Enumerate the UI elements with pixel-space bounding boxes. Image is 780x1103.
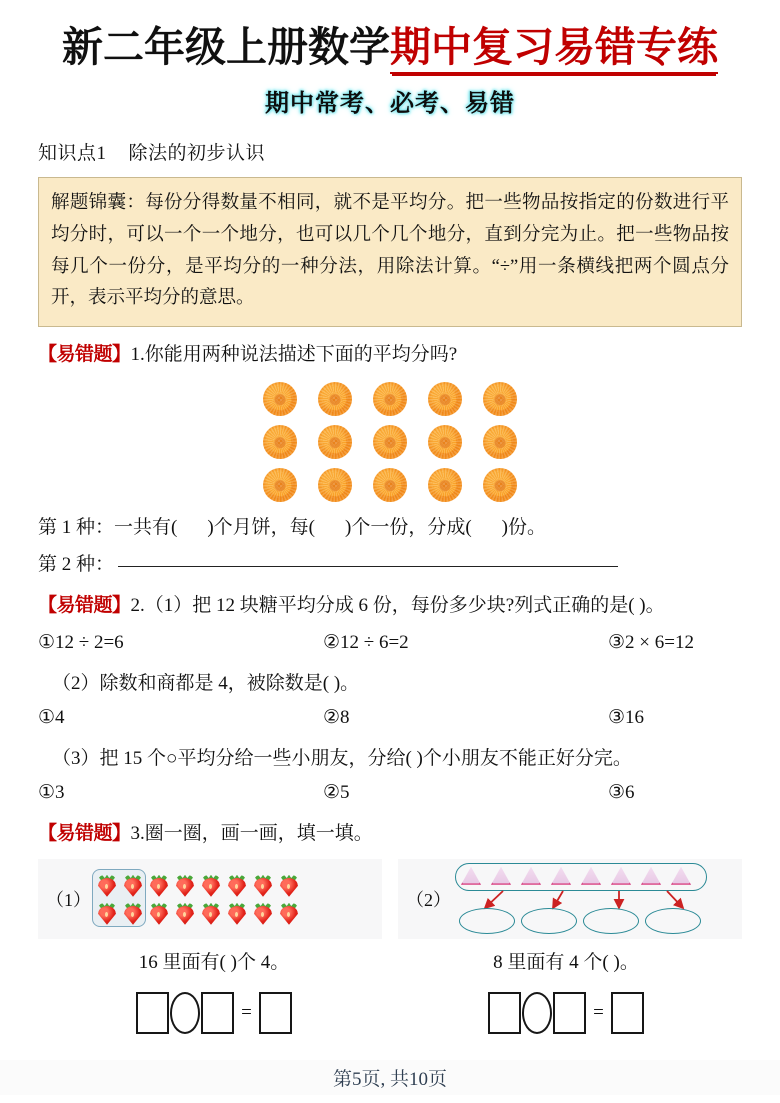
option-3[interactable]: ③16 bbox=[608, 707, 645, 729]
strawberry-row bbox=[95, 872, 301, 898]
option-2[interactable]: ②8 bbox=[323, 707, 350, 729]
answer-2-label: 第 2 种： bbox=[38, 553, 115, 575]
mooncake-icon bbox=[318, 468, 352, 502]
knowledge-point-heading bbox=[38, 138, 742, 165]
mooncake-icon bbox=[428, 468, 462, 502]
answer-1-seg-b: )个月饼，每( bbox=[207, 516, 315, 538]
triangle-icon bbox=[581, 867, 601, 885]
answer-box[interactable] bbox=[488, 992, 521, 1034]
ellipse-row bbox=[459, 908, 701, 934]
strawberry-icon bbox=[251, 872, 275, 898]
strawberry-icon bbox=[173, 872, 197, 898]
question-3-captions bbox=[38, 947, 742, 974]
option-1[interactable]: ①12 ÷ 2=6 bbox=[38, 632, 124, 654]
question-2-options-3 bbox=[38, 781, 742, 804]
strawberry-row bbox=[95, 900, 301, 926]
answer-box[interactable] bbox=[553, 992, 586, 1034]
question-3-part-2 bbox=[398, 859, 742, 939]
question-1-answer-line-1 bbox=[38, 512, 742, 539]
error-prone-tag: 【易错题】 bbox=[38, 594, 131, 616]
equation-2 bbox=[390, 992, 742, 1034]
answer-box[interactable] bbox=[136, 992, 169, 1034]
ellipse-icon[interactable] bbox=[583, 908, 639, 934]
strawberry-icon bbox=[95, 872, 119, 898]
mooncake-row bbox=[263, 468, 517, 502]
answer-box[interactable] bbox=[611, 992, 644, 1034]
question-2-text-3: （3）把 15 个○平均分给一些小朋友，分给( )个小朋友不能正好分完。 bbox=[52, 748, 632, 770]
mooncake-icon bbox=[373, 425, 407, 459]
strawberry-grid bbox=[95, 869, 301, 929]
question-1-answer-line-2 bbox=[38, 549, 742, 576]
question-2-stem-2 bbox=[38, 668, 742, 695]
equation-1 bbox=[38, 992, 390, 1034]
knowledge-point-name: 除法的初步认识 bbox=[128, 143, 266, 165]
option-2[interactable]: ②5 bbox=[323, 782, 350, 804]
title-red-part: 期中复习易错专练 bbox=[390, 24, 718, 74]
strawberry-icon bbox=[199, 872, 223, 898]
triangle-icon bbox=[611, 867, 631, 885]
answer-box[interactable] bbox=[201, 992, 234, 1034]
page-title bbox=[38, 0, 742, 69]
strawberry-icon bbox=[147, 900, 171, 926]
triangle-area bbox=[455, 860, 723, 938]
option-1[interactable]: ①4 bbox=[38, 707, 65, 729]
strawberry-icon bbox=[199, 900, 223, 926]
option-2[interactable]: ②12 ÷ 6=2 bbox=[323, 632, 409, 654]
operator-circle[interactable] bbox=[522, 992, 552, 1034]
strawberry-icon bbox=[121, 872, 145, 898]
mooncake-icon bbox=[373, 468, 407, 502]
triangle-figure bbox=[398, 859, 742, 939]
triangle-row bbox=[461, 867, 691, 885]
answer-1-label: 第 1 种： bbox=[38, 516, 115, 538]
strawberry-icon bbox=[121, 900, 145, 926]
strawberry-icon bbox=[173, 900, 197, 926]
option-1[interactable]: ①3 bbox=[38, 782, 65, 804]
equals-sign: = bbox=[241, 1002, 252, 1024]
ellipse-icon[interactable] bbox=[645, 908, 701, 934]
mooncake-row bbox=[263, 425, 517, 459]
answer-1-seg-c: )个一份，分成( bbox=[345, 516, 472, 538]
question-3-stem bbox=[38, 820, 742, 849]
knowledge-point-number: 1 bbox=[96, 143, 107, 165]
question-2-text-1: 2.（1）把 12 块糖平均分成 6 份，每份多少块?列式正确的是( )。 bbox=[130, 594, 665, 616]
mooncake-icon bbox=[483, 425, 517, 459]
arrow-icon bbox=[485, 891, 503, 908]
page-footer: 第5页, 共10页 bbox=[0, 1060, 780, 1095]
triangle-icon bbox=[491, 867, 511, 885]
strawberry-icon bbox=[277, 900, 301, 926]
question-3-text: 3.圈一圈，画一画，填一填。 bbox=[130, 823, 373, 845]
part-1-label: （1） bbox=[46, 889, 91, 910]
strawberry-icon bbox=[251, 900, 275, 926]
triangle-icon bbox=[551, 867, 571, 885]
strawberry-icon bbox=[147, 872, 171, 898]
strawberry-icon bbox=[225, 900, 249, 926]
option-3[interactable]: ③6 bbox=[608, 782, 635, 804]
mooncake-icon bbox=[318, 382, 352, 416]
question-1-stem bbox=[38, 341, 742, 370]
triangle-icon bbox=[521, 867, 541, 885]
option-3[interactable]: ③2 × 6=12 bbox=[608, 632, 694, 654]
mooncake-icon bbox=[483, 382, 517, 416]
part-1-caption: 16 里面有( )个 4。 bbox=[138, 951, 290, 973]
strawberry-icon bbox=[95, 900, 119, 926]
arrow-icon bbox=[667, 891, 683, 908]
arrow-icon bbox=[553, 891, 563, 908]
error-prone-tag: 【易错题】 bbox=[38, 823, 131, 845]
mooncake-row bbox=[263, 382, 517, 416]
strawberry-figure bbox=[38, 859, 382, 939]
answer-2-write-line[interactable] bbox=[118, 565, 618, 567]
tip-box: 解题锦囊：每份分得数量不相同，就不是平均分。把一些物品按指定的份数进行平均分时，可以一个一个地分，也可以几个几个地分，直到分完为止。把一些物品按每几个一份分，是平均分的一种分法，用除法计算。“÷”用一条横线把两个圆点分开，表示平均分的意思。 bbox=[38, 177, 742, 327]
question-2-options-1 bbox=[38, 631, 742, 654]
mooncake-icon bbox=[263, 425, 297, 459]
question-3-figures bbox=[38, 859, 742, 939]
triangle-icon bbox=[641, 867, 661, 885]
answer-1-seg-d: )份。 bbox=[501, 516, 546, 538]
mooncake-icon bbox=[483, 468, 517, 502]
title-black-part: 新二年级上册数学 bbox=[62, 24, 390, 70]
triangle-icon bbox=[671, 867, 691, 885]
question-1-text: 1.你能用两种说法描述下面的平均分吗? bbox=[130, 344, 458, 366]
mooncake-icon bbox=[318, 425, 352, 459]
operator-circle[interactable] bbox=[170, 992, 200, 1034]
question-2-options-2 bbox=[38, 706, 742, 729]
mooncake-icon bbox=[263, 468, 297, 502]
mooncake-figure bbox=[38, 382, 742, 502]
strawberry-icon bbox=[225, 872, 249, 898]
triangle-icon bbox=[461, 867, 481, 885]
question-3-part-1 bbox=[38, 859, 382, 939]
mooncake-icon bbox=[373, 382, 407, 416]
question-2-stem-3 bbox=[38, 743, 742, 770]
part-2-label: （2） bbox=[406, 889, 451, 910]
question-2-text-2: （2）除数和商都是 4，被除数是( )。 bbox=[52, 673, 360, 695]
ellipse-icon[interactable] bbox=[459, 908, 515, 934]
ellipse-icon[interactable] bbox=[521, 908, 577, 934]
equals-sign: = bbox=[593, 1002, 604, 1024]
answer-1-seg-a: 一共有( bbox=[114, 516, 178, 538]
answer-box[interactable] bbox=[259, 992, 292, 1034]
question-2-stem-1 bbox=[38, 592, 742, 621]
error-prone-tag: 【易错题】 bbox=[38, 344, 131, 366]
strawberry-icon bbox=[277, 872, 301, 898]
mooncake-icon bbox=[428, 425, 462, 459]
equation-rows bbox=[38, 992, 742, 1034]
mooncake-icon bbox=[263, 382, 297, 416]
page-subtitle: 期中常考、必考、易错 bbox=[265, 90, 515, 118]
knowledge-point-label: 知识点 bbox=[38, 143, 97, 165]
part-2-caption: 8 里面有 4 个( )。 bbox=[493, 951, 639, 973]
mooncake-icon bbox=[428, 382, 462, 416]
